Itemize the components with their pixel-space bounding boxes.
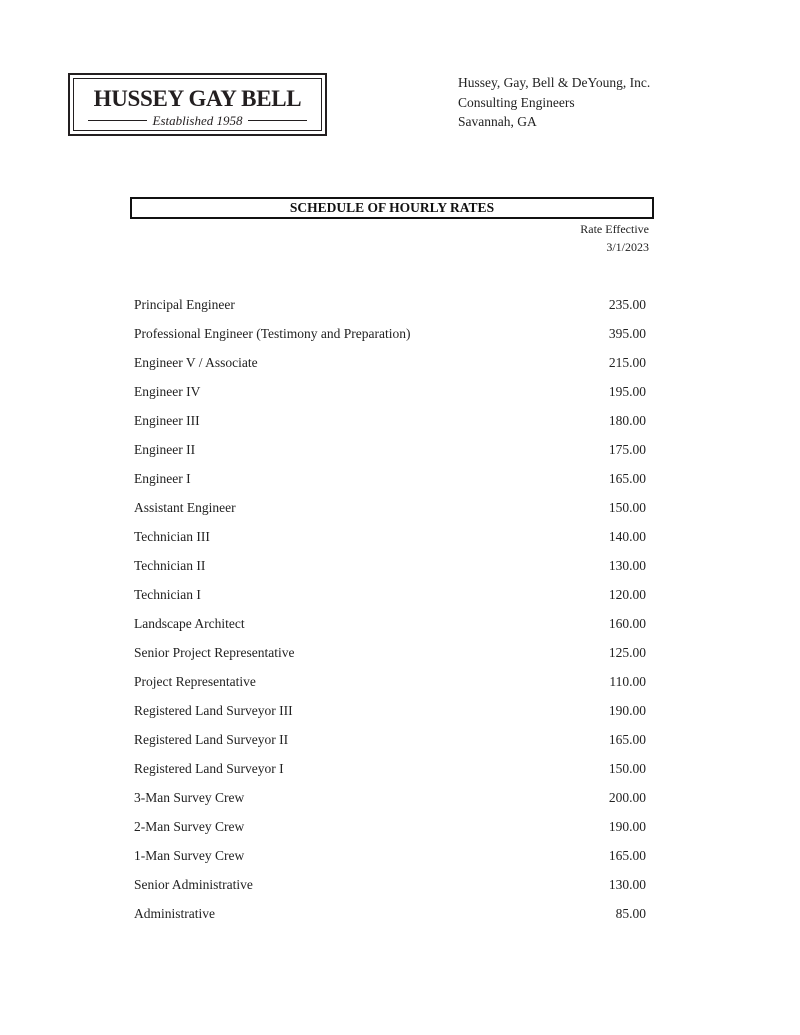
- company-name: Hussey, Gay, Bell & DeYoung, Inc.: [458, 75, 651, 90]
- rate-position: Administrative: [134, 905, 215, 921]
- rate-position: Senior Project Representative: [134, 644, 295, 660]
- rate-position: Registered Land Surveyor III: [134, 702, 293, 718]
- rate-effective-date: 3/1/2023: [606, 240, 649, 254]
- rate-amount: 150.00: [608, 499, 646, 515]
- rate-position: Engineer IV: [134, 383, 201, 399]
- logo-tagline-row: [88, 114, 307, 127]
- rate-row: [134, 667, 646, 696]
- rate-amount: 85.00: [615, 905, 646, 921]
- rate-row: [134, 551, 646, 580]
- rate-position: Engineer I: [134, 470, 191, 486]
- rate-row: [134, 870, 646, 899]
- rate-effective-label: Rate Effective: [580, 222, 649, 236]
- company-logo: [68, 73, 327, 136]
- rate-effective: [580, 220, 649, 256]
- rate-row: [134, 464, 646, 493]
- rate-amount: 395.00: [608, 325, 646, 341]
- rate-position: Technician II: [134, 557, 206, 573]
- rate-amount: 160.00: [608, 615, 646, 631]
- rates-table: [134, 290, 646, 928]
- schedule-title: SCHEDULE OF HOURLY RATES: [130, 197, 654, 219]
- rate-row: [134, 580, 646, 609]
- rate-position: Engineer V / Associate: [134, 354, 258, 370]
- rate-row: [134, 348, 646, 377]
- rate-row: [134, 319, 646, 348]
- rate-row: [134, 638, 646, 667]
- rate-amount: 165.00: [608, 731, 646, 747]
- rate-row: [134, 522, 646, 551]
- rate-position: 1-Man Survey Crew: [134, 847, 245, 863]
- rate-row: [134, 435, 646, 464]
- rate-amount: 190.00: [608, 702, 646, 718]
- rate-row: [134, 406, 646, 435]
- logo-tagline: Established 1958: [152, 113, 243, 128]
- rate-row: [134, 899, 646, 928]
- logo-rule-right: [248, 120, 307, 121]
- rate-position: Assistant Engineer: [134, 499, 236, 515]
- rate-amount: 130.00: [608, 876, 646, 892]
- rate-position: Registered Land Surveyor I: [134, 760, 284, 776]
- company-location: Savannah, GA: [458, 114, 537, 129]
- rate-position: Senior Administrative: [134, 876, 253, 892]
- rate-row: [134, 725, 646, 754]
- rate-position: Landscape Architect: [134, 615, 245, 631]
- rate-row: [134, 696, 646, 725]
- rate-amount: 180.00: [608, 412, 646, 428]
- rate-position: 3-Man Survey Crew: [134, 789, 245, 805]
- rate-row: [134, 609, 646, 638]
- rate-amount: 150.00: [608, 760, 646, 776]
- logo-rule-left: [88, 120, 147, 121]
- rate-amount: 200.00: [608, 789, 646, 805]
- rate-position: Professional Engineer (Testimony and Preparation): [134, 325, 411, 341]
- rate-amount: 215.00: [608, 354, 646, 370]
- rate-position: Engineer III: [134, 412, 200, 428]
- company-descriptor: Consulting Engineers: [458, 94, 575, 110]
- company-address: [458, 73, 650, 132]
- rate-row: [134, 754, 646, 783]
- rate-row: [134, 841, 646, 870]
- rate-amount: 165.00: [608, 847, 646, 863]
- rate-amount: 130.00: [608, 557, 646, 573]
- rate-position: Project Representative: [134, 673, 256, 689]
- rate-row: [134, 377, 646, 406]
- rate-position: Principal Engineer: [134, 296, 235, 312]
- rate-amount: 110.00: [609, 673, 646, 689]
- rate-amount: 120.00: [608, 586, 646, 602]
- rate-row: [134, 493, 646, 522]
- rate-amount: 190.00: [608, 818, 646, 834]
- rate-row: [134, 783, 646, 812]
- rate-position: Engineer II: [134, 441, 196, 457]
- rate-position: Technician I: [134, 586, 201, 602]
- logo-wordmark: HUSSEY GAY BELL: [93, 86, 302, 111]
- rate-amount: 195.00: [608, 383, 646, 399]
- rate-amount: 165.00: [608, 470, 646, 486]
- rate-row: [134, 812, 646, 841]
- rate-amount: 140.00: [608, 528, 646, 544]
- rate-row: [134, 290, 646, 319]
- rate-position: Registered Land Surveyor II: [134, 731, 289, 747]
- rate-amount: 235.00: [608, 296, 646, 312]
- rate-position: Technician III: [134, 528, 210, 544]
- rate-position: 2-Man Survey Crew: [134, 818, 245, 834]
- logo-inner-frame: [73, 78, 322, 131]
- rate-amount: 175.00: [608, 441, 646, 457]
- rate-amount: 125.00: [608, 644, 646, 660]
